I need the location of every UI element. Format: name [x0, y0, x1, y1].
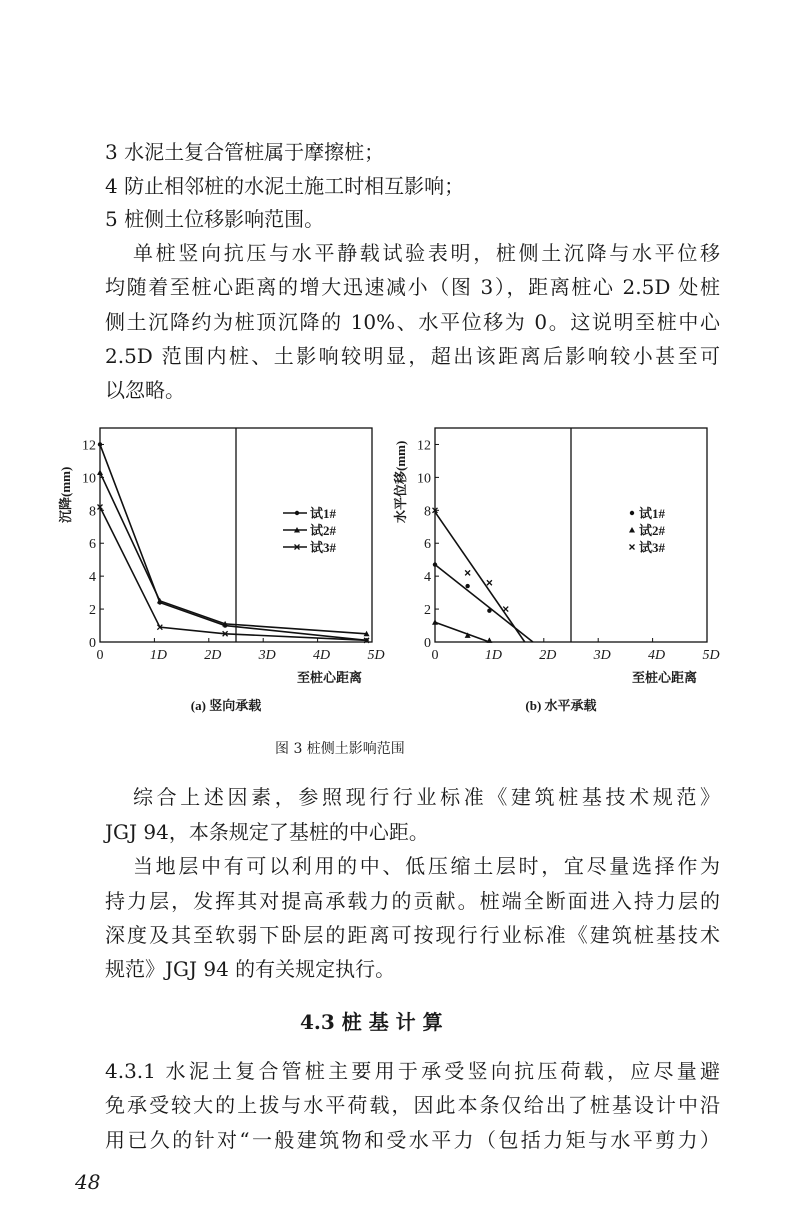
y-tick-label: 6 [424, 537, 431, 553]
x-tick-label: 0 [431, 648, 439, 663]
legend-label: 试3# [310, 540, 337, 555]
data-point [486, 637, 492, 643]
y-tick-label: 4 [424, 570, 431, 586]
paragraph-line: 以忽略。 [105, 378, 185, 402]
y-tick-label: 4 [89, 570, 96, 586]
y-tick-label: 0 [89, 636, 96, 651]
paragraph-line: 综合上述因素，参照现行行业标准《建筑桩基技术规范》 [133, 785, 720, 809]
y-tick-label: 2 [424, 603, 431, 619]
legend-label: 试2# [310, 523, 337, 538]
x-axis-label: 至桩心距离 [631, 670, 697, 685]
chart-horizontal-load [390, 420, 735, 720]
paragraph-line: 2.5D 范围内桩、土影响较明显，超出该距离后影响较小甚至可 [105, 344, 720, 368]
paragraph-line: 规范》JGJ 94 的有关规定执行。 [105, 957, 396, 981]
fit-line-1 [435, 565, 533, 642]
x-tick-label: 1D [484, 648, 502, 663]
y-tick-label: 8 [89, 504, 96, 520]
data-point [487, 609, 491, 613]
fit-line-3 [435, 512, 525, 642]
list-item-5: 5 桩侧土位移影响范围。 [105, 207, 325, 231]
paragraph-line: 当地层中有可以利用的中、低压缩土层时，宜尽量选择作为 [133, 854, 720, 878]
y-tick-label: 12 [82, 438, 96, 454]
list-item-4: 4 防止相邻桩的水泥土施工时相互影响； [105, 174, 465, 198]
x-tick-label: 2D [539, 648, 557, 663]
page-number: 48 [75, 1170, 101, 1194]
x-tick-label: 5D [367, 648, 385, 663]
paragraph-line: 侧土沉降约为桩顶沉降的 10%、水平位移为 0。这说明至桩中心 [105, 310, 720, 334]
data-point [465, 570, 470, 575]
y-axis-label: 水平位移(mm) [393, 440, 408, 523]
y-tick-label: 2 [89, 603, 96, 619]
data-point [487, 580, 492, 585]
x-tick-label: 3D [593, 648, 611, 663]
x-tick-label: 2D [204, 648, 222, 663]
legend-label: 试2# [639, 523, 666, 538]
paragraph-line: 用已久的针对“一般建筑物和受水平力（包括力矩与水平剪力） [105, 1128, 720, 1152]
figure-caption: 图 3 桩侧土影响范围 [275, 741, 405, 757]
fit-line-2 [435, 622, 489, 642]
legend-label: 试1# [310, 506, 337, 521]
paragraph-line: 单桩竖向抗压与水平静载试验表明，桩侧土沉降与水平位移 [133, 241, 720, 265]
y-tick-label: 0 [424, 636, 431, 651]
data-point [432, 619, 438, 625]
paragraph-line: 持力层，发挥其对提高承载力的贡献。桩端全断面进入持力层的 [105, 889, 720, 913]
data-point [503, 607, 508, 612]
x-tick-label: 4D [313, 648, 331, 663]
y-tick-label: 10 [82, 471, 96, 487]
x-tick-label: 1D [149, 648, 167, 663]
y-tick-label: 10 [417, 471, 431, 487]
y-tick-label: 8 [424, 504, 431, 520]
x-tick-label: 3D [258, 648, 276, 663]
data-point [97, 469, 103, 475]
chart-title: (a) 竖向承载 [190, 698, 262, 713]
x-tick-label: 0 [96, 648, 104, 663]
legend-label: 试1# [639, 506, 666, 521]
y-tick-label: 6 [89, 537, 96, 553]
data-point [465, 584, 469, 588]
paragraph-line: 4.3.1 水泥土复合管桩主要用于承受竖向抗压荷载，应尽量避 [105, 1059, 720, 1083]
x-tick-label: 5D [702, 648, 720, 663]
legend-marker [629, 527, 635, 533]
y-tick-label: 12 [417, 438, 431, 454]
data-point [433, 562, 437, 566]
legend-label: 试3# [639, 540, 666, 555]
chart-title: (b) 水平承载 [525, 698, 597, 713]
legend-marker [630, 545, 635, 550]
legend-marker [630, 511, 634, 515]
x-axis-label: 至桩心距离 [296, 670, 362, 685]
data-point [98, 442, 102, 446]
legend-marker [295, 511, 299, 515]
list-item-3: 3 水泥土复合管桩属于摩擦桩； [105, 140, 385, 164]
paragraph-line: 免承受较大的上拔与水平荷载，因此本条仅给出了桩基设计中沿 [105, 1093, 720, 1117]
paragraph-line: 深度及其至软弱下卧层的距离可按现行行业标准《建筑桩基技术 [105, 923, 720, 947]
paragraph-line: JGJ 94，本条规定了基桩的中心距。 [105, 820, 429, 844]
chart-vertical-load [55, 420, 400, 720]
paragraph-line: 均随着至桩心距离的增大迅速减小（图 3），距离桩心 2.5D 处桩 [105, 275, 720, 299]
x-tick-label: 4D [648, 648, 666, 663]
section-heading: 4.3 桩 基 计 算 [300, 1010, 443, 1034]
y-axis-label: 沉降(mm) [58, 466, 73, 523]
